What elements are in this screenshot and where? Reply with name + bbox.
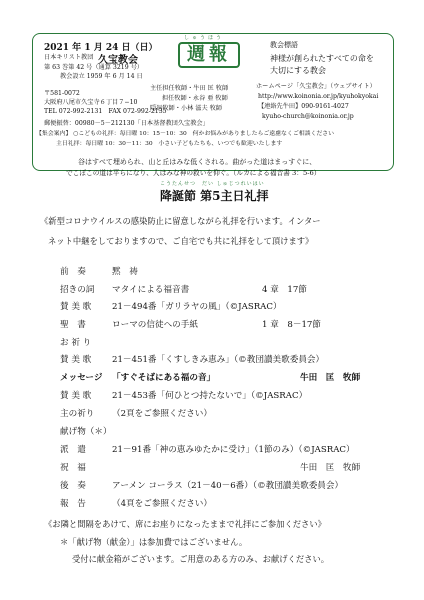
- order-right: 4 章 17節: [262, 285, 307, 295]
- order-item: [60, 265, 138, 279]
- order-label: 招きの詞: [60, 285, 95, 295]
- order-label: 報 告: [60, 499, 86, 509]
- order-content: 21－453番「何ひとつ持たないで」（©JASRAC）: [112, 391, 308, 401]
- order-content: 21－91番「神の恵みゆたかに受け」（1節のみ）（©JASRAC）: [112, 445, 355, 455]
- order-label: お 祈 り: [60, 338, 92, 348]
- order-label: 聖 書: [60, 320, 86, 330]
- order-label: 祝 福: [60, 463, 86, 473]
- order-item: [60, 318, 198, 332]
- order-label: 賛 美 歌: [60, 302, 92, 312]
- pastor-line-2: 担任牧師・永谷 亜 牧師: [162, 95, 228, 102]
- logo-kana: しゅうほう: [184, 35, 225, 41]
- order-item: [60, 443, 355, 457]
- contact-phone: 【連絡先牛田】090-9161-4027: [258, 103, 349, 110]
- order-item: [60, 407, 212, 421]
- scripture-verse-line-1: 谷はすべて埋められ、山と丘はみな低くされる。曲がった道はまっすぐに、: [78, 158, 317, 166]
- postal-code: 〒581-0072: [44, 90, 80, 97]
- motto-line-2: 大切にする教会: [270, 66, 326, 75]
- order-content: アーメン コーラス（21－40－6番）（©教団讃美歌委員会）: [112, 481, 344, 491]
- order-label: メッセージ: [60, 373, 103, 383]
- order-right: 牛田 匡 牧師: [300, 373, 361, 383]
- order-item: [60, 497, 212, 511]
- order-item: [60, 425, 112, 439]
- offering-note-1: ＊「献げ物（献金）」は参加費ではございません。: [60, 537, 248, 547]
- motto-label: 教会標語: [270, 41, 298, 49]
- address: 大阪府八尾市久宝寺６丁目７−10: [44, 99, 138, 106]
- order-item: [60, 353, 324, 367]
- order-label: 献げ物（＊）: [60, 427, 112, 437]
- homepage-url[interactable]: http://www.koinonia.or.jp/kyuhokyokai: [258, 93, 379, 100]
- order-item: [60, 336, 112, 350]
- postal-transfer: 郵便振替：00980－5－212130「日本基督教団久宝教会」: [44, 120, 209, 127]
- service-title: 降誕節 第5主日礼拝: [160, 189, 269, 203]
- gathering-info-1: 【集会案内】 ○こどもの礼拝：毎日曜 10：15－10：30 何かお悩みがありましたらご遠慮なくご相談ください: [36, 131, 335, 137]
- order-content: ローマの信徒への手紙: [112, 320, 198, 330]
- offering-note-2: 受付に献金箱がございます。ご用意のある方のみ、お献げください。: [72, 554, 330, 564]
- contact-email[interactable]: kyuho-church@koinonia.or.jp: [262, 113, 354, 120]
- order-label: 前 奏: [60, 267, 86, 277]
- order-label: 派 遣: [60, 445, 86, 455]
- bulletin-logo: 週報: [178, 42, 240, 68]
- bulletin-date: 2021 年 1 月 24 日（日）: [44, 43, 158, 53]
- order-content: （2頁をご参照ください）: [112, 409, 212, 419]
- order-label: 主の祈り: [60, 409, 95, 419]
- service-title-kana: こうたんせつ だい しゅじつれいはい: [160, 181, 265, 187]
- order-item: [60, 283, 189, 297]
- order-content: （4頁をご参照ください）: [112, 499, 212, 509]
- order-label: 賛 美 歌: [60, 391, 92, 401]
- order-content: 黙 祷: [112, 267, 138, 277]
- order-content: 「すぐそばにある福の音」: [112, 373, 216, 383]
- pastor-line-3: 隠退牧師・小林 滋夫 牧師: [150, 105, 222, 112]
- order-label: 後 奏: [60, 481, 86, 491]
- issue-number: 第 63 巻第 42 号（通算 3219 号）: [44, 64, 143, 71]
- gathering-info-2: 主日礼拝：毎日曜 10：30－11：30 小さい子どもたちも、いつでも歓迎いたします: [56, 141, 283, 147]
- seating-note: 《お隣と間隔をあけて、席にお座りになったままで礼拝にご参加ください》: [44, 519, 326, 529]
- order-item: [60, 371, 215, 385]
- order-item: [60, 389, 307, 403]
- church-name: 久宝教会: [98, 55, 138, 66]
- order-content: 21－451番「くすしきみ恵み」（©教団讃美歌委員会）: [112, 355, 325, 365]
- order-item: [60, 461, 112, 475]
- order-item: [60, 300, 282, 314]
- order-right: 1 章 8－17節: [262, 320, 321, 330]
- order-content: マタイによる福音書: [112, 285, 190, 295]
- tel-fax: TEL 072-992-2131 FAX 072-992-2135: [44, 108, 167, 115]
- motto-line-1: 神様が創られたすべての命を: [270, 54, 374, 63]
- pastor-line-1: 主任担任牧師・牛田 匡 牧師: [150, 85, 229, 92]
- scripture-verse-line-2: でこぼこの道は平らになり、人はみな神の救いを仰ぐ。（ルカによる福音書 3：5-6）: [66, 169, 321, 177]
- denomination: 日本キリスト教団: [44, 54, 94, 61]
- service-notice-line-1: 《新型コロナウイルスの感染防止に留意しながら礼拝を行います。インター: [40, 216, 321, 226]
- founded-date: 教会設立 1959 年 6 月 14 日: [60, 73, 143, 80]
- order-item: [60, 479, 343, 493]
- service-notice-line-2: ネット中継をしておりますので、ご自宅でも共に礼拝をして頂けます》: [48, 236, 314, 246]
- order-right: 牛田 匡 牧師: [300, 463, 361, 473]
- order-label: 賛 美 歌: [60, 355, 92, 365]
- homepage-label: ホームページ「久宝教会」（ウェブサイト）: [256, 83, 376, 90]
- order-content: 21－494番「ガリラヤの風」（©JASRAC）: [112, 302, 282, 312]
